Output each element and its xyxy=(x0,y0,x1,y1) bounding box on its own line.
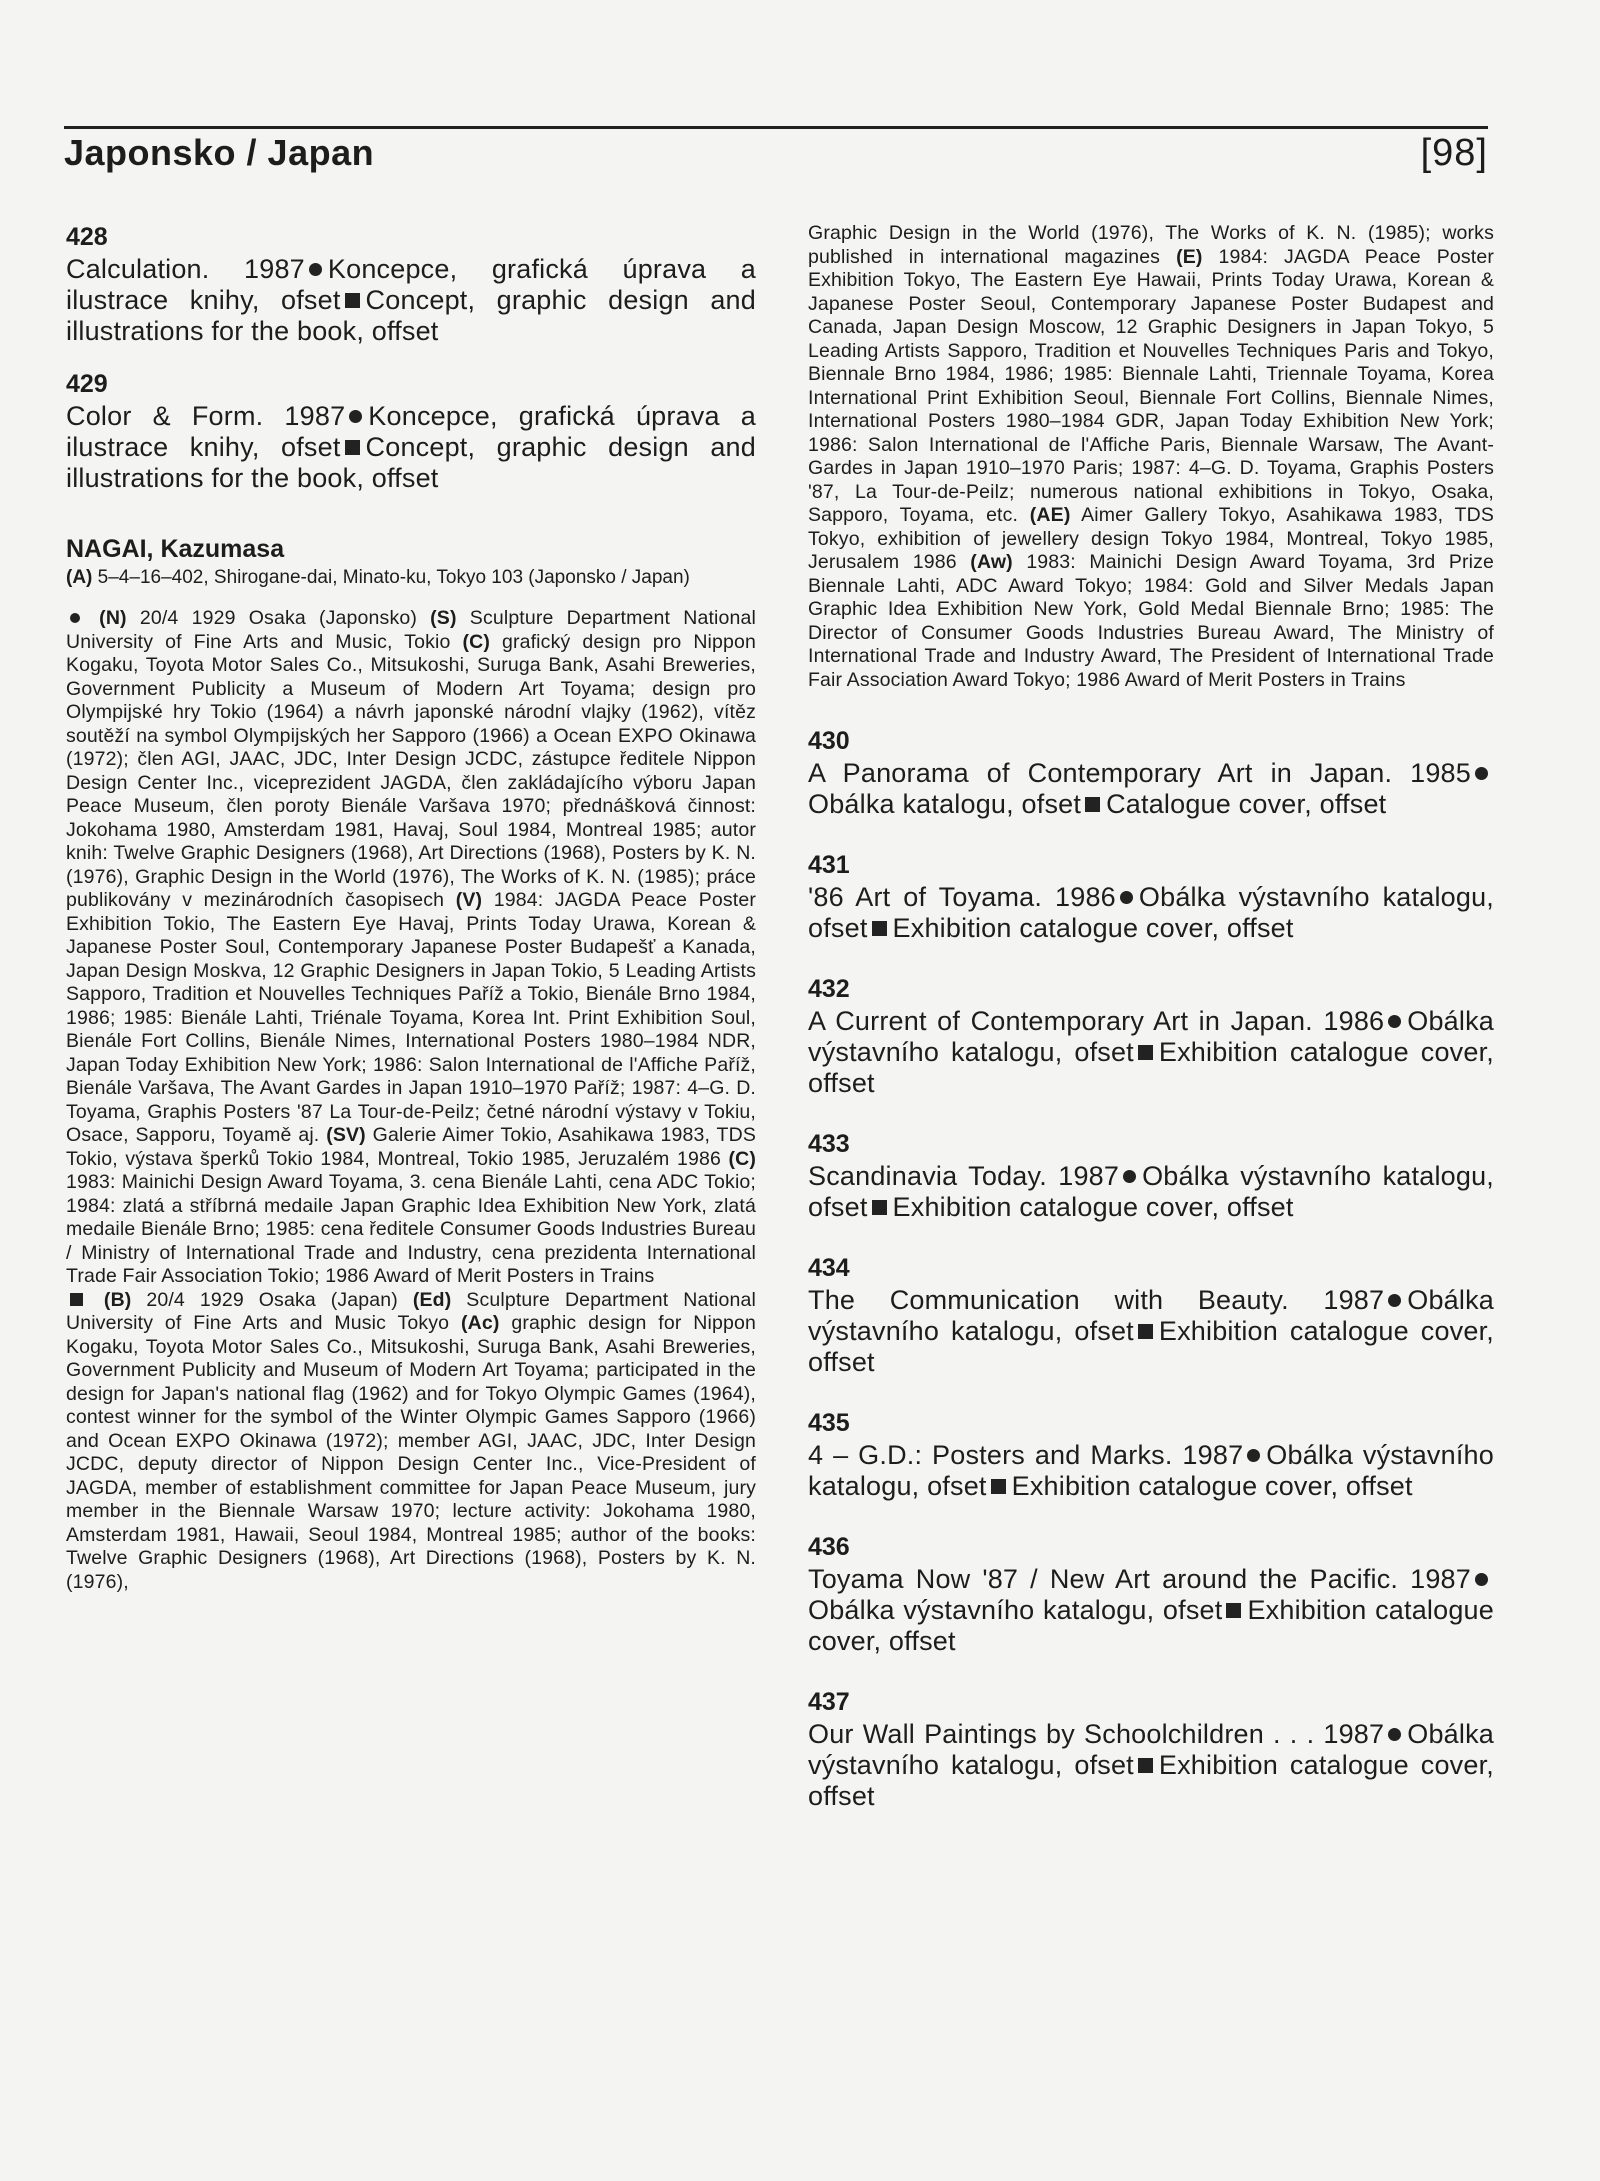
entry-text xyxy=(66,254,756,347)
header-rule xyxy=(64,126,1488,129)
entry-text xyxy=(66,401,756,494)
bio-text: Aimer Gallery Tokyo, Asahikawa 1983, TDS Tokyo, exhibition of jewellery design Tokyo 1984, Montreal, Tokyo 1985, Jerusalem 1986 xyxy=(808,504,1494,573)
entry-number: 432 xyxy=(808,975,850,1003)
page-title: Japonsko / Japan xyxy=(64,132,375,173)
entry-title: A Current of Contemporary Art in Japan. 1986 xyxy=(808,1006,1385,1036)
entry-number: 431 xyxy=(808,851,850,879)
english-square-icon xyxy=(1138,1324,1153,1339)
entry-description-en: Exhibition catalogue cover, offset xyxy=(808,1316,1494,1377)
bio-text: Sculpture Department National University of Fine Arts and Music Tokyo xyxy=(66,1288,756,1334)
catalogue-entry-436 xyxy=(808,1532,1494,1657)
czech-bullet-icon xyxy=(1475,1573,1488,1586)
entry-description-cz: Obálka výstavního katalogu, ofset xyxy=(808,1285,1494,1346)
bio-text: 1984: JAGDA Peace Poster Exhibition Tokio, The Eastern Eye Havaj, Prints Today Urawa, Korean & Japanese Poster Soul, Contemporary Japanese Poster Budapešť a Kanada, Japan Design Moskva, 12 Graphic Designers in Japan Tokio, 5 Leading Artists Sapporo, Tradition et Nouvelles Techniques Paříž a Tokio, Bienále Brno 1984, 1986; 1985: Bienále Lahti, Triénale Toyama, Korea Int. Print Exhibition Soul, Bienále Fort Collins, Bienále Nimes, International Posters 1980–1984 NDR, Japan Today Exhibition New York; 1986: Salon International de l'Affiche Paříž, Bienále Varšava, The Avant Gardes in Japan 1910–1970 Paříž; 1987: 4–G. D. Toyama, Graphis Posters '87 La Tour-de-Peilz; četné národní výstavy v Tokiu, Osace, Sapporu, Toyamě aj. xyxy=(66,889,756,1146)
entry-title: A Panorama of Contemporary Art in Japan. 1985 xyxy=(808,758,1471,788)
english-square-icon xyxy=(345,293,360,308)
english-square-icon xyxy=(872,921,887,936)
address-text: 5–4–16–402, Shirogane-dai, Minato-ku, Tokyo 103 (Japonsko / Japan) xyxy=(97,567,690,588)
entry-title: Scandinavia Today. 1987 xyxy=(808,1161,1120,1191)
entry-description-en: Exhibition catalogue cover, offset xyxy=(1011,1471,1413,1501)
entry-description-cz: Obálka výstavního katalogu, ofset xyxy=(808,1719,1494,1780)
catalogue-entry-433 xyxy=(808,1129,1494,1223)
czech-bullet-icon xyxy=(1247,1449,1260,1462)
entry-number: 434 xyxy=(808,1254,850,1282)
english-square-icon xyxy=(872,1200,887,1215)
bio-text: Graphic Design in the World (1976), The Works of K. N. (1985); works published in international magazines xyxy=(808,222,1494,268)
entry-number: 428 xyxy=(66,223,108,251)
czech-bullet-icon xyxy=(1120,891,1133,904)
bio-tag: (C) xyxy=(462,630,490,653)
entry-text xyxy=(808,1161,1494,1223)
czech-bullet-icon xyxy=(309,263,322,276)
catalogue-entry-432 xyxy=(808,974,1494,1099)
bio-tag: (N) xyxy=(99,607,127,629)
entry-description-cz: Obálka výstavního katalogu, ofset xyxy=(808,1440,1494,1501)
entry-number: 430 xyxy=(808,727,850,755)
artist-bio-english-continued xyxy=(808,222,1494,692)
entry-number: 437 xyxy=(808,1688,850,1716)
entry-number: 433 xyxy=(808,1130,850,1158)
bio-tag: (AE) xyxy=(1029,504,1071,526)
entry-title: Toyama Now '87 / New Art around the Pacific. 1987 xyxy=(808,1564,1471,1594)
english-square-icon xyxy=(345,440,360,455)
bio-tag: (Ac) xyxy=(461,1312,500,1334)
catalogue-entry-435 xyxy=(808,1408,1494,1502)
czech-bullet-icon xyxy=(349,410,362,423)
entry-description-en: Exhibition catalogue cover, offset xyxy=(808,1750,1494,1811)
entry-title: Our Wall Paintings by Schoolchildren . . . 1987 xyxy=(808,1719,1385,1749)
entry-number: 435 xyxy=(808,1409,850,1437)
czech-bullet-icon xyxy=(1123,1170,1136,1183)
bio-text: Sculpture Department National University of Fine Arts and Music, Tokio xyxy=(66,607,756,653)
entry-number: 429 xyxy=(66,370,108,398)
bio-tag: (Ed) xyxy=(412,1288,452,1311)
artist-bio-czech xyxy=(66,607,756,1289)
bio-text: 1984: JAGDA Peace Poster Exhibition Tokyo, The Eastern Eye Hawaii, Prints Today Urawa, Korean & Japanese Poster Seoul, Contemporary Japanese Poster Budapest and Canada, Japan Design Moscow, 12 Graphic Designers in Japan Tokyo, 5 Leading Artists Sapporo, Tradition et Nouvelles Techniques Paris and Tokyo, Biennale Brno 1984, 1986; 1985: Biennale Lahti, Triennale Toyama, Korea International Print Exhibition Seoul, Biennale Fort Collins, Biennale Nimes, International Posters 1980–1984 GDR, Japan Today Exhibition New York; 1986: Salon International de l'Affiche Paris, Biennale Warsaw, The Avant-Gardes in Japan 1910–1970 Paris; 1987: 4–G. D. Toyama, Graphis Posters '87, La Tour-de-Peilz; numerous national exhibitions in Tokyo, Osaka, Sapporo, Toyama, etc. xyxy=(808,245,1494,526)
entry-description-en: Exhibition catalogue cover, offset xyxy=(808,1595,1494,1656)
entry-description-en: Concept, graphic design and illustrations for the book, offset xyxy=(66,432,756,493)
english-square-icon xyxy=(70,1293,83,1306)
bio-tag: (S) xyxy=(430,607,457,629)
entry-description-en: Exhibition catalogue cover, offset xyxy=(808,1037,1494,1098)
entry-text xyxy=(808,758,1494,820)
entry-title: '86 Art of Toyama. 1986 xyxy=(808,882,1116,912)
entry-number: 436 xyxy=(808,1533,850,1561)
czech-bullet-icon xyxy=(1475,767,1488,780)
entry-title: The Communication with Beauty. 1987 xyxy=(808,1285,1385,1315)
entry-description-cz: Koncepce, grafická úprava a ilustrace knihy, ofset xyxy=(66,254,757,315)
bio-tag: (E) xyxy=(1176,245,1203,268)
right-column xyxy=(808,222,1494,1842)
entry-description-cz: Obálka výstavního katalogu, ofset xyxy=(808,1006,1494,1067)
czech-bullet-icon xyxy=(70,613,80,623)
artist-name: NAGAI, Kazumasa xyxy=(66,535,285,563)
bio-text: graphic design for Nippon Kogaku, Toyota Motor Sales Co., Mitsukoshi, Suruga Bank, Asahi Breweries, Government Publicity and Museum of Modern Art Toyama; participated in the design for Japan's national flag (1962) and for Tokyo Olympic Games (1964), contest winner for the symbol of the Winter Olympic Games Sapporo (1966) and Ocean EXPO Okinawa (1972); member AGI, JAAC, JDC, Inter Design JCDC, deputy director of Nippon Design Center Inc., Vice-President of JAGDA, member of establishment committee for Japan Peace Museum, jury member in the Biennale Warsaw 1970; lecture activity: Jokohama 1980, Amsterdam 1981, Hawaii, Seoul 1984, Montreal 1985; author of the books: Twelve Graphic Designers (1968), Art Directions (1968), Posters by K. N. (1976), xyxy=(66,1312,756,1593)
bio-text: grafický design pro Nippon Kogaku, Toyota Motor Sales Co., Mitsukoshi, Suruga Bank, Asahi Breweries, Government Publicity a Museum of Modern Art Toyama; design pro Olympijské hry Tokio (1964) a návrh japonské národní vlajky (1962), vítěz soutěží na symbol Olympijských her Sapporo (1966) a Ocean EXPO Okinawa (1972); člen AGI, JAAC, JDC, Inter Design JCDC, zástupce ředitele Nippon Design Center Inc., viceprezident JAGDA, člen zakládajícího výboru Japan Peace Museum, člen poroty Bienále Varšava 1970; přednášková činnost: Jokohama 1980, Amsterdam 1981, Havaj, Soul 1984, Montreal 1985; autor knih: Twelve Graphic Designers (1968), Art Directions (1968), Posters by K. N. (1976), Graphic Design in the World (1976), The Works of K. N. (1985); práce publikovány v mezinárodních časopisech xyxy=(66,630,757,911)
entry-description-cz: Obálka výstavního katalogu, ofset xyxy=(808,882,1494,943)
entry-title: Color & Form. 1987 xyxy=(66,401,346,431)
bio-text: 1983: Mainichi Design Award Toyama, 3. cena Bienále Lahti, cena ADC Tokio; 1984: zlatá a stříbrná medaile Japan Graphic Idea Exhibition New York, zlatá medaile Bienále Brno; 1985: cena ředitele Consumer Goods Industries Bureau / Ministry of International Trade and Industry, cena prezidenta International Trade Fair Association Tokio; 1986 Award of Merit Posters in Trains xyxy=(66,1171,756,1287)
entry-description-cz: Obálka katalogu, ofset xyxy=(808,789,1082,819)
artist-address xyxy=(66,566,756,589)
entry-text xyxy=(808,1285,1494,1378)
catalogue-entry-434 xyxy=(808,1253,1494,1378)
catalogue-entry-437 xyxy=(808,1687,1494,1812)
address-tag: (A) xyxy=(66,567,93,588)
czech-bullet-icon xyxy=(1388,1728,1401,1741)
entry-title: 4 – G.D.: Posters and Marks. 1987 xyxy=(808,1440,1244,1470)
entry-description-cz: Koncepce, grafická úprava a ilustrace knihy, ofset xyxy=(66,401,756,462)
bio-tag: (B) xyxy=(103,1288,132,1311)
bio-tag: (V) xyxy=(455,889,483,911)
entry-description-en: Catalogue cover, offset xyxy=(1106,789,1387,819)
catalogue-entry-429 xyxy=(66,369,756,494)
catalogue-entry-430 xyxy=(808,726,1494,820)
entry-text xyxy=(808,1564,1494,1657)
entry-title: Calculation. 1987 xyxy=(66,254,305,284)
bio-text: Galerie Aimer Tokio, Asahikawa 1983, TDS Tokio, výstava šperků Tokio 1984, Montreal, Tokio 1985, Jeruzalém 1986 xyxy=(66,1124,756,1170)
entry-text xyxy=(808,882,1494,944)
bio-text: 1983: Mainichi Design Award Toyama, 3rd Prize Biennale Lahti, ADC Award Tokyo; 1984: Gold and Silver Medals Japan Graphic Idea Exhibition New York, Gold Medal Biennale Brno; 1985: The Director of Consumer Goods Industries Bureau Award, The Ministry of International Trade and Industry Award, The President of International Trade Fair Association Award Tokyo; 1986 Award of Merit Posters in Trains xyxy=(808,551,1494,691)
english-square-icon xyxy=(1226,1603,1241,1618)
bio-text: 20/4 1929 Osaka (Japan) xyxy=(146,1288,398,1311)
entry-description-en: Exhibition catalogue cover, offset xyxy=(892,1192,1294,1222)
entry-text xyxy=(808,1006,1494,1099)
entry-text xyxy=(808,1719,1494,1812)
artist-bio-english xyxy=(66,1289,756,1595)
english-square-icon xyxy=(1138,1045,1153,1060)
bio-tag: (C) xyxy=(728,1147,756,1170)
bio-text: 20/4 1929 Osaka (Japonsko) xyxy=(139,607,417,629)
czech-bullet-icon xyxy=(1388,1294,1401,1307)
czech-bullet-icon xyxy=(1388,1015,1401,1028)
bio-tag: (Aw) xyxy=(970,551,1013,573)
page-number: [98] xyxy=(1420,132,1488,174)
left-column xyxy=(66,222,756,1594)
entry-description-cz: Obálka výstavního katalogu, ofset xyxy=(808,1595,1223,1625)
english-square-icon xyxy=(1138,1758,1153,1773)
catalogue-entry-428 xyxy=(66,222,756,347)
bio-tag: (SV) xyxy=(326,1124,366,1146)
english-square-icon xyxy=(1085,797,1100,812)
catalogue-entry-431 xyxy=(808,850,1494,944)
entry-description-en: Exhibition catalogue cover, offset xyxy=(892,913,1294,943)
entry-text xyxy=(808,1440,1494,1502)
page-header xyxy=(64,132,1488,192)
entry-description-en: Concept, graphic design and illustrations for the book, offset xyxy=(66,285,756,346)
english-square-icon xyxy=(991,1479,1006,1494)
entry-description-cz: Obálka výstavního katalogu, ofset xyxy=(808,1161,1494,1222)
